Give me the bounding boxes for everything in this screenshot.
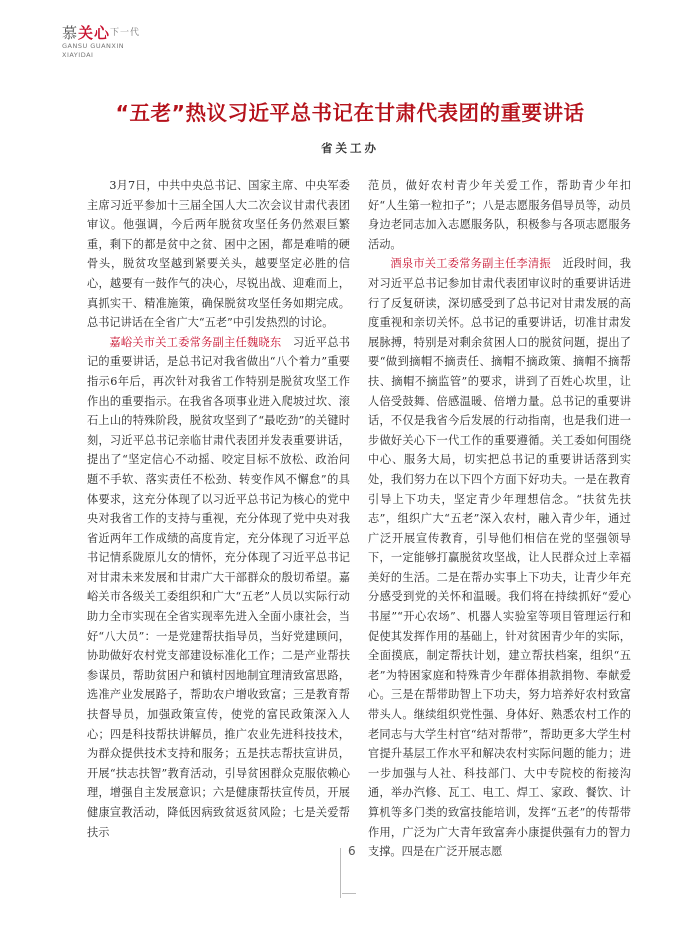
article-column-left <box>87 176 350 842</box>
paragraph-intro: 3月7日，中共中央总书记、国家主席、中央军委主席习近平参加十三届全国人大二次会议甘肃代表团审议。他强调，今后两年脱贫攻坚任务仍然艰巨繁重，剩下的都是贫中之贫、困中之困，都是难啃的硬骨头，脱贫攻坚越到紧要关头，越要坚定必胜的信心，越要有一鼓作气的决心，尽锐出战、迎难而上，真抓实干、精准施策，确保脱贫攻坚任务如期完成。总书记讲话在全省广大“五老”中引发热烈的讨论。 <box>87 179 350 330</box>
masthead-title-b: 关心 <box>78 24 111 42</box>
masthead-sub-line1: GANSU GUANXIN <box>62 42 125 50</box>
masthead-sub-line2: XIAYIDAI <box>62 51 94 59</box>
paragraph-speaker-1 <box>87 333 350 842</box>
speaker-text-2: 近段时间，我对习近平总书记参加甘肃代表团审议时的重要讲话进行了反复研读，深切感受到了总书记对甘肃发展的高度重视和亲切关怀。总书记的重要讲话，切准甘肃发展脉搏，特别是对剩余贫困人口的脱贫问题，提出了要“做到摘帽不摘责任、摘帽不摘政策、摘帽不摘帮扶、摘帽不摘监管”的要求，讲到了百姓心坎里，让人倍受鼓舞、倍感温暖、倍增力量。总书记的重要讲话，不仅是我省今后发展的行动指南，也是我们进一步做好关心下一代工作的重要遵循。关工委如何围绕中心、服务大局，切实把总书记的重要讲话落到实处，我们努力在以下四个方面下好功夫。一是在教育引导上下功夫，坚定青少年理想信念。“扶贫先扶志”，组织广大“五老”深入农村，融入青少年，通过广泛开展宣传教育，引导他们相信在党的坚强领导下，一定能够打赢脱贫攻坚战，让人民群众过上幸福美好的生活。二是在帮办实事上下功夫，让青少年充分感受到党的关怀和温暖。我们将在持续抓好“爱心书屋”“开心农场”、机器人实验室等项目管理运行和促使其发挥作用的基础上，针对贫困青少年的实际，全面摸底，制定帮扶计划，建立帮扶档案，组织“五老”为特困家庭和特殊青少年群体捐款捐物、奉献爱心。三是在帮带助智上下功夫，努力培养好农村致富带头人。继续组织党性强、身体好、熟悉农村工作的老同志与大学生村官“结对帮带”，帮助更多大学生村官提升基层工作水平和解决农村实际问题的能力；进一步加强与人社、科技部门、大中专院校的衔接沟通，举办汽修、瓦工、电工、焊工、家政、餐饮、计算机等多门类的致富技能培训，发挥“五老”的传帮带作用，广泛为广大青年致富奔小康提供强有力的智力支撑。四是在广泛开展志愿 <box>368 257 631 859</box>
masthead-title <box>62 24 182 42</box>
paragraph-speaker-1-continued: 范员，做好农村青少年关爱工作，帮助青少年扣好“人生第一粒扣子”；八是志愿服务倡导员等，动员身边老同志加入志愿服务队，积极参与各项志愿服务活动。 <box>368 179 631 251</box>
page-number-rule-foot <box>342 893 356 894</box>
page-number: 6 <box>348 844 356 858</box>
article-author: 省关工办 <box>321 141 379 155</box>
masthead-title-a: 慕 <box>62 24 79 42</box>
paragraph-speaker-2 <box>368 254 631 861</box>
article-title: “五老”热议习近平总书记在甘肃代表团的重要讲话 <box>115 101 585 125</box>
magazine-masthead <box>62 24 182 74</box>
speaker-text-1: 习近平总书记的重要讲话，是总书记对我省做出“八个着力”重要指示6年后，再次针对我省工作特别是脱贫攻坚工作作出的重要指示。在我省各项事业进入爬坡过坎、滚石上山的特殊阶段，脱贫攻坚到了“最吃劲”的关键时刻，习近平总书记亲临甘肃代表团并发表重要讲话，提出了“坚定信心不动摇、咬定目标不放松、政治问题不手软、落实责任不松劲、转变作风不懈怠”的具体要求，这充分体现了以习近平总书记为核心的党中央对我省工作的支持与重视，充分体现了党中央对我省近两年工作成绩的高度肯定，充分体现了习近平总书记情系陇原儿女的情怀，充分体现了习近平总书记对甘肃未来发展和甘肃广大干部群众的殷切希望。嘉峪关市各级关工委组织和广大“五老”人员以实际行动助力全市实现在全省实现率先进入全面小康社会，当好“八大员”：一是党建帮扶指导员，当好党建顾问，协助做好农村党支部建设标准化工作；二是产业帮扶参谋员，帮助贫困户和镇村因地制宜理清致富思路，选准产业发展路子，帮助农户增收致富；三是教育帮扶督导员，加强政策宣传，使党的富民政策深入人心；四是科技帮扶讲解员，推广农业先进科技技术，为群众提供技术支持和服务；五是扶志帮扶宣讲员，开展“扶志扶智”教育活动，引导贫困群众克服依赖心理，增强自主发展意识；六是健康帮扶宣传员，开展健康宣教活动，降低因病致贫返贫风险；七是关爱帮扶示 <box>87 335 350 839</box>
page-number-rule <box>340 848 341 898</box>
article-column-right <box>368 176 631 862</box>
speaker-name-1: 嘉峪关市关工委常务副主任魏晓东 <box>109 335 282 349</box>
masthead-title-c: 下一代 <box>110 28 141 38</box>
speaker-name-2: 酒泉市关工委常务副主任李清振 <box>390 257 551 271</box>
